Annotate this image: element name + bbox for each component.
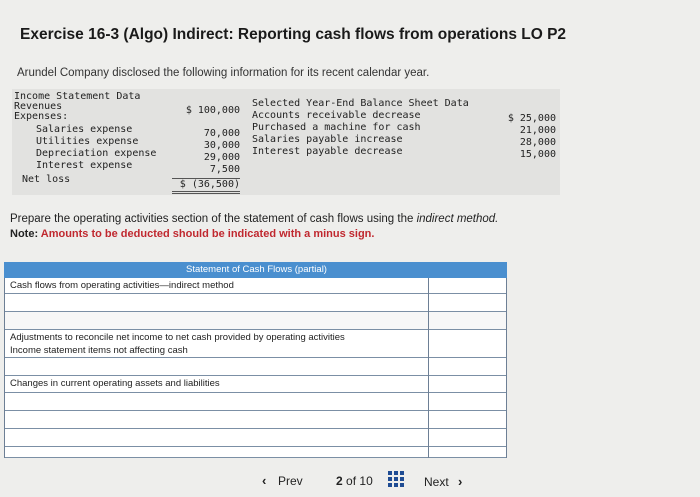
grid-icon[interactable] [388, 471, 404, 487]
chevron-right-icon: › [458, 474, 463, 489]
salaries-payable-value: 28,000 [519, 137, 556, 148]
interest-expense-value: 7,500 [209, 164, 240, 175]
depreciation-expense-label: Depreciation expense [36, 148, 157, 159]
prev-button[interactable] [258, 466, 318, 494]
net-loss-label: Net loss [22, 174, 71, 185]
interest-expense-label: Interest expense [36, 160, 133, 171]
row-label: Changes in current operating assets and liabilities [10, 378, 220, 389]
note-text: Amounts to be deducted should be indicated with a minus sign. [38, 228, 375, 240]
chevron-left-icon: ‹ [262, 473, 267, 488]
row-blank [4, 312, 507, 330]
page-indicator [336, 474, 373, 488]
note-prefix: Note: [10, 228, 39, 240]
prev-label: Prev [278, 474, 303, 488]
revenues-label: Revenues [14, 101, 63, 112]
row-label: Cash flows from operating activities—indirect method [10, 280, 234, 291]
column-divider [4, 278, 5, 458]
ar-decrease-label: Accounts receivable decrease [252, 110, 421, 121]
intro-text: Arundel Company disclosed the following information for its recent calendar year. [17, 67, 430, 79]
worksheet-title: Statement of Cash Flows (partial) [186, 264, 327, 275]
note-instruction [10, 228, 374, 240]
prepare-instruction [10, 213, 498, 225]
row-noncash-item[interactable] [4, 358, 507, 376]
depreciation-expense-value: 29,000 [203, 152, 240, 163]
prepare-method: indirect method. [416, 213, 499, 225]
expenses-label: Expenses: [14, 111, 69, 122]
worksheet-header [4, 262, 507, 279]
salaries-expense-value: 70,000 [203, 128, 240, 139]
row-changes-header[interactable] [4, 376, 507, 393]
salaries-expense-label: Salaries expense [36, 124, 133, 135]
row-change-2[interactable] [4, 411, 507, 429]
balance-sheet-header: Selected Year-End Balance Sheet Data [252, 98, 469, 109]
cash-flow-worksheet [4, 262, 507, 458]
row-change-1[interactable] [4, 393, 507, 411]
utilities-expense-value: 30,000 [203, 140, 240, 151]
exercise-title: Exercise 16-3 (Algo) Indirect: Reporting cash flows from operations LO P2 [20, 26, 567, 43]
machine-purchase-value: 21,000 [519, 125, 556, 136]
interest-payable-value: 15,000 [519, 149, 556, 160]
interest-payable-label: Interest payable decrease [252, 146, 403, 157]
row-sublabel: Income statement items not affecting cash [10, 345, 188, 356]
prepare-text: Prepare the operating activities section of the statement of cash flows using the [10, 213, 417, 225]
row-change-4[interactable] [4, 447, 507, 458]
next-button[interactable] [424, 474, 462, 489]
machine-purchase-label: Purchased a machine for cash [252, 122, 421, 133]
salaries-payable-label: Salaries payable increase [252, 134, 403, 145]
current-page: 2 [336, 474, 343, 488]
ar-decrease-value: $ 25,000 [507, 113, 556, 124]
data-box [12, 89, 560, 195]
net-loss-value: $ (36,500) [172, 178, 240, 194]
utilities-expense-label: Utilities expense [36, 136, 139, 147]
column-divider [428, 278, 429, 458]
row-change-3[interactable] [4, 429, 507, 447]
row-adjustments[interactable] [4, 330, 507, 358]
revenues-value: $ 100,000 [185, 105, 240, 116]
column-divider [506, 278, 507, 458]
next-label: Next [424, 475, 449, 489]
page-of: of [346, 474, 357, 488]
income-statement-header: Income Statement Data [14, 91, 141, 102]
row-label: Adjustments to reconcile net income to net cash provided by operating activities [10, 332, 345, 343]
row-operating-activities[interactable] [4, 278, 507, 294]
row-net-income[interactable] [4, 294, 507, 312]
total-pages: 10 [359, 474, 373, 488]
